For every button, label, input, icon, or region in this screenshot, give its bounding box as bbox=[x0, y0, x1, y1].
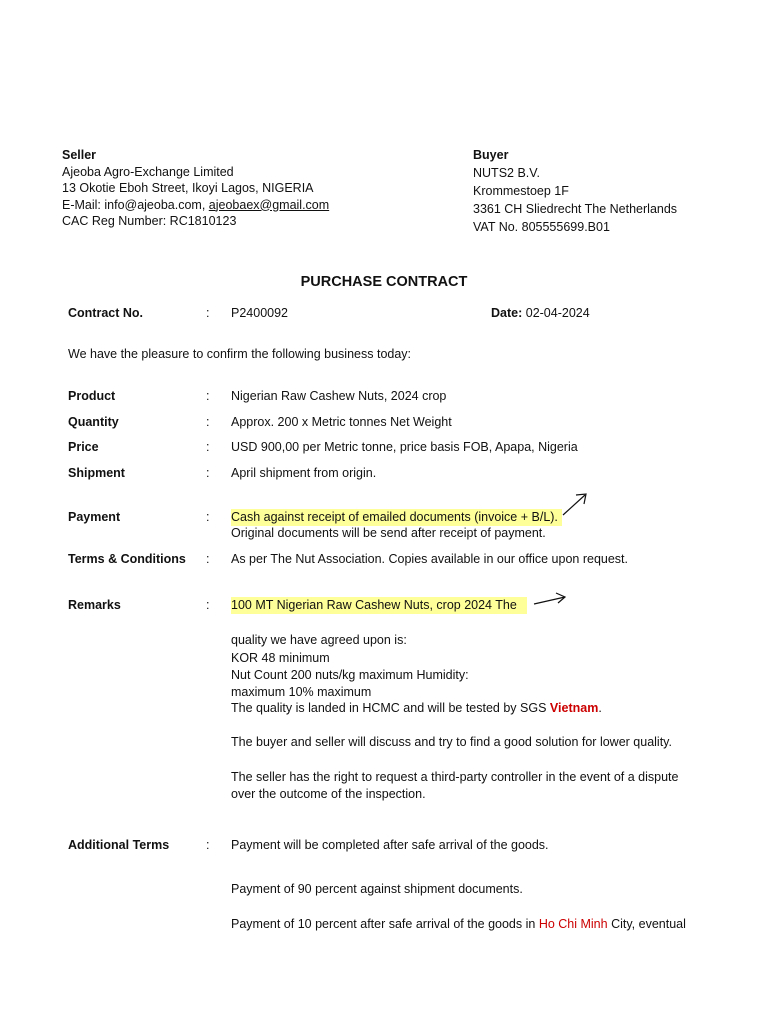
contract-no-colon: : bbox=[206, 306, 210, 320]
remarks-line-1 bbox=[231, 597, 527, 614]
quantity-label: Quantity bbox=[68, 415, 119, 429]
additional-line-1: Payment will be completed after safe arrival of the goods. bbox=[231, 838, 549, 852]
quantity-colon: : bbox=[206, 415, 210, 429]
seller-name: Ajeoba Agro-Exchange Limited bbox=[62, 164, 234, 179]
remarks-paragraph-3-line-2: over the outcome of the inspection. bbox=[231, 787, 426, 801]
remarks-label: Remarks bbox=[68, 598, 121, 612]
shipment-value: April shipment from origin. bbox=[231, 466, 377, 480]
payment-line-1 bbox=[231, 509, 562, 526]
price-colon: : bbox=[206, 440, 210, 454]
seller-address: 13 Okotie Eboh Street, Ikoyi Lagos, NIGERIA bbox=[62, 181, 314, 195]
page-title: PURCHASE CONTRACT bbox=[300, 274, 468, 290]
annotation-arrow-icon bbox=[560, 490, 590, 518]
product-value: Nigerian Raw Cashew Nuts, 2024 crop bbox=[231, 389, 447, 403]
remarks-quality-1: quality we have agreed upon is: bbox=[231, 633, 407, 647]
additional-line-3-end: City, eventual bbox=[607, 917, 686, 931]
shipment-label: Shipment bbox=[68, 466, 125, 480]
buyer-name: NUTS2 B.V. bbox=[473, 166, 540, 180]
additional-line-3-city: Ho Chi Minh bbox=[538, 917, 608, 931]
tc-label: Terms & Conditions bbox=[68, 552, 186, 566]
date-field bbox=[491, 305, 590, 322]
shipment-colon: : bbox=[206, 466, 210, 480]
remarks-paragraph-2: The buyer and seller will discuss and try to find a good solution for lower quality. bbox=[231, 735, 672, 749]
seller-email-text: E-Mail: info@ajeoba.com, bbox=[62, 197, 209, 212]
tc-colon: : bbox=[206, 552, 210, 566]
buyer-street: Krommestoep 1F bbox=[473, 184, 569, 198]
additional-line-3-text: Payment of 10 percent after safe arrival of the goods in bbox=[231, 917, 539, 931]
remarks-q5-end: . bbox=[598, 701, 602, 715]
intro-text: We have the pleasure to confirm the following business today: bbox=[68, 347, 412, 361]
remarks-q5-text: The quality is landed in HCMC and will be tested by SGS bbox=[231, 701, 550, 715]
remarks-highlight: 100 MT Nigerian Raw Cashew Nuts, crop 2024 The bbox=[231, 597, 527, 614]
remarks-quality-2: KOR 48 minimum bbox=[231, 651, 330, 665]
remarks-paragraph-3-line-1: The seller has the right to request a third-party controller in the event of a dispute bbox=[231, 770, 679, 784]
payment-highlight: Cash against receipt of emailed documents (invoice + B/L). bbox=[231, 509, 562, 526]
product-label: Product bbox=[68, 389, 116, 403]
price-value: USD 900,00 per Metric tonne, price basis FOB, Apapa, Nigeria bbox=[231, 440, 578, 454]
seller-block bbox=[62, 147, 329, 230]
seller-email bbox=[62, 197, 329, 214]
date-value: 02-04-2024 bbox=[522, 306, 590, 320]
payment-label: Payment bbox=[68, 510, 121, 524]
additional-line-2: Payment of 90 percent against shipment documents. bbox=[231, 882, 523, 896]
quantity-value: Approx. 200 x Metric tonnes Net Weight bbox=[231, 415, 452, 429]
buyer-vat: VAT No. 805555699.B01 bbox=[473, 220, 610, 234]
additional-terms-label: Additional Terms bbox=[68, 838, 170, 852]
remarks-quality-5 bbox=[231, 700, 602, 717]
additional-line-3 bbox=[231, 916, 686, 933]
date-label: Date: bbox=[491, 306, 523, 320]
remarks-quality-3: Nut Count 200 nuts/kg maximum Humidity: bbox=[231, 668, 469, 682]
seller-reg: CAC Reg Number: RC1810123 bbox=[62, 214, 237, 228]
annotation-arrow-icon bbox=[532, 590, 568, 610]
buyer-heading: Buyer bbox=[473, 148, 509, 162]
remarks-quality-4: maximum 10% maximum bbox=[231, 685, 372, 699]
remarks-q5-country: Vietnam bbox=[549, 701, 599, 715]
seller-email-link[interactable]: ajeobaex@gmail.com bbox=[208, 197, 330, 212]
payment-colon: : bbox=[206, 510, 210, 524]
seller-heading: Seller bbox=[62, 148, 97, 162]
product-colon: : bbox=[206, 389, 210, 403]
buyer-block bbox=[473, 147, 677, 237]
payment-line-2: Original documents will be send after receipt of payment. bbox=[231, 526, 546, 540]
contract-no-label: Contract No. bbox=[68, 306, 143, 320]
additional-terms-colon: : bbox=[206, 838, 210, 852]
contract-no-value: P2400092 bbox=[231, 306, 289, 320]
buyer-city: 3361 CH Sliedrecht The Netherlands bbox=[473, 202, 678, 216]
remarks-colon: : bbox=[206, 598, 210, 612]
tc-value: As per The Nut Association. Copies available in our office upon request. bbox=[231, 552, 628, 566]
price-label: Price bbox=[68, 440, 99, 454]
